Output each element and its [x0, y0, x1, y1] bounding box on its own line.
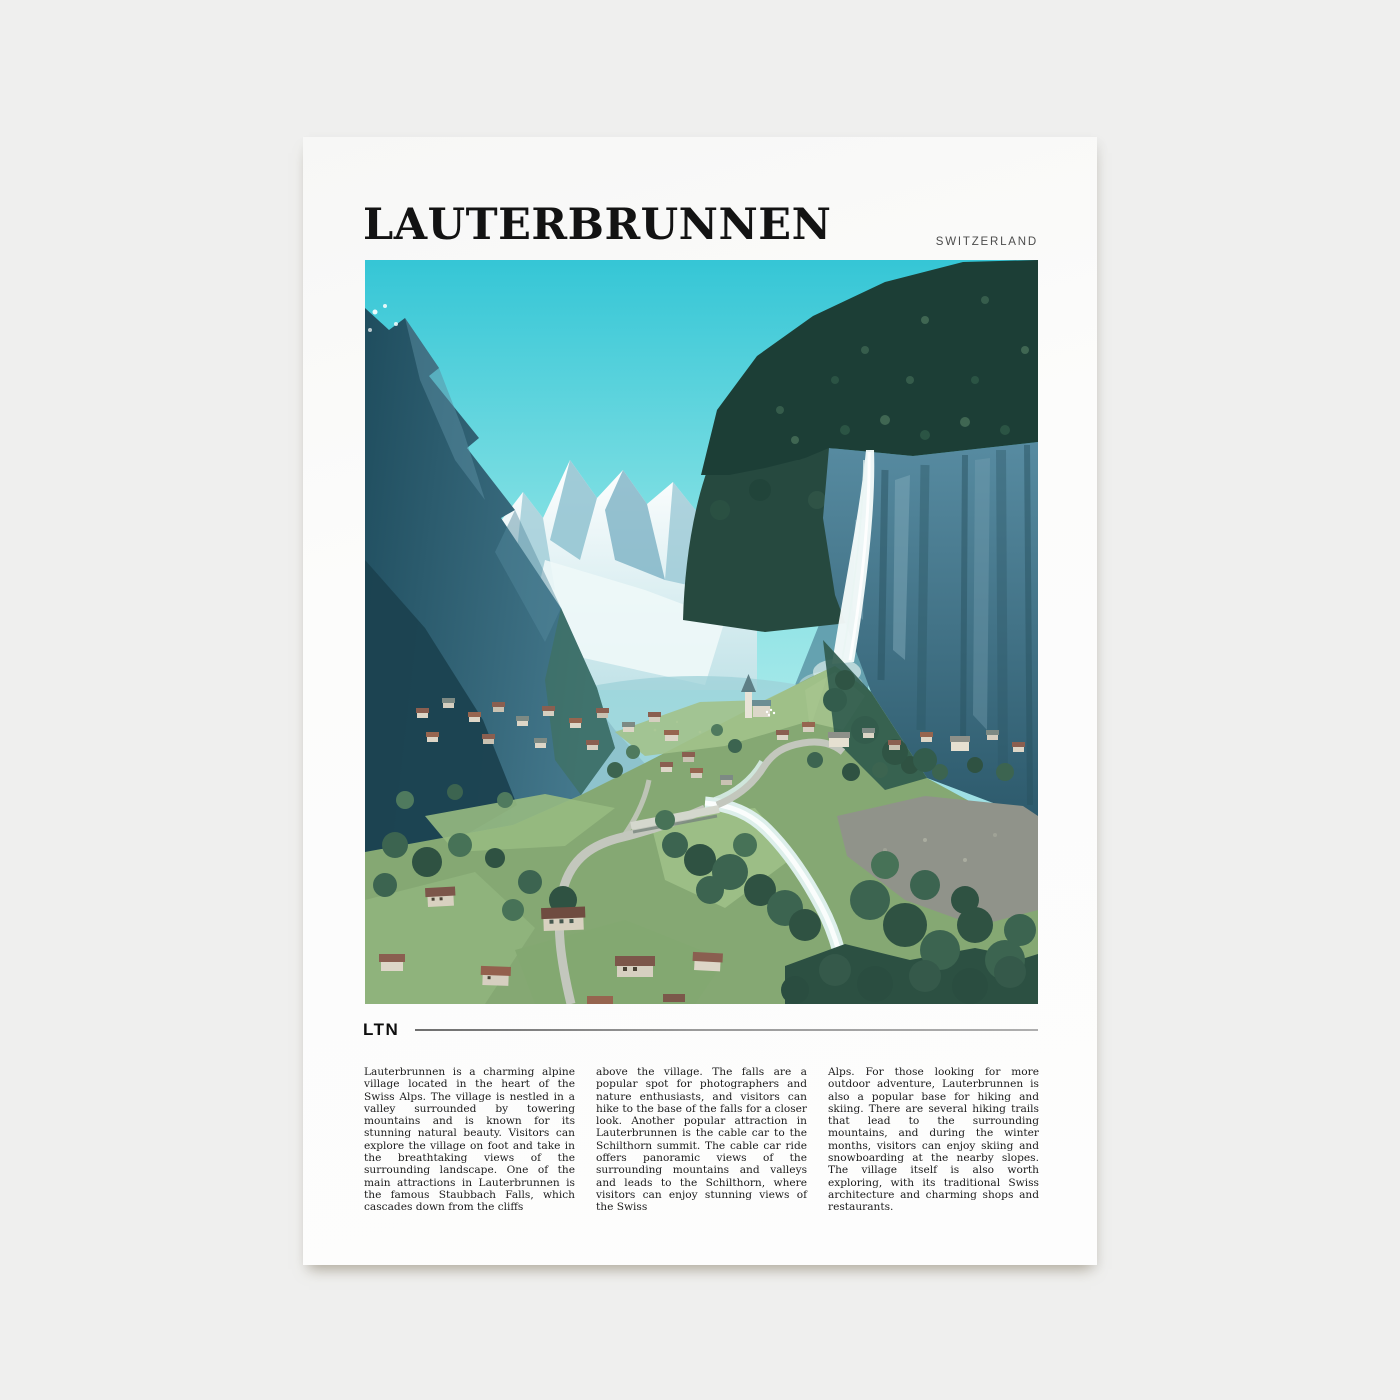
- code-row: [363, 1021, 1038, 1038]
- house: [720, 775, 733, 785]
- house: [542, 706, 555, 716]
- house: [682, 752, 695, 762]
- house: [425, 887, 456, 908]
- house: [587, 996, 613, 1004]
- house: [426, 732, 439, 742]
- house: [950, 736, 970, 751]
- house: [690, 768, 703, 778]
- house: [1012, 742, 1025, 752]
- poster-title: LAUTERBRUNNEN: [363, 200, 832, 250]
- house: [862, 728, 875, 738]
- house: [596, 708, 609, 718]
- house: [534, 738, 547, 748]
- house: [776, 730, 789, 740]
- house: [888, 740, 901, 750]
- house: [622, 722, 635, 732]
- house: [802, 722, 815, 732]
- valley-photo: [365, 260, 1038, 1004]
- house: [541, 907, 586, 932]
- house: [482, 734, 495, 744]
- house: [516, 716, 529, 726]
- house: [664, 730, 679, 741]
- house: [692, 952, 723, 972]
- house: [660, 762, 673, 772]
- lauterbrunnen-photo-illustration: [365, 260, 1038, 1004]
- house: [379, 954, 405, 971]
- house: [986, 730, 999, 740]
- house: [615, 956, 655, 977]
- house: [492, 702, 505, 712]
- house: [663, 994, 685, 1002]
- body-column-3: Alps. For those looking for more outdoor adventure, Lauterbrunnen is also a popular base for hiking and skiing. There are several hiking trails that lead to the surrounding mountains, and during the winter months, visitors can enjoy skiing and snowboarding at the nearby slopes. The village itself is also worth exploring, with its traditional Swiss architecture and charming shops and restaurants.: [828, 1066, 1039, 1214]
- divider-line: [415, 1029, 1038, 1031]
- house: [828, 732, 850, 747]
- house: [586, 740, 599, 750]
- house: [442, 698, 455, 708]
- house: [468, 712, 481, 722]
- house: [648, 712, 661, 722]
- house: [416, 708, 429, 718]
- house: [920, 732, 933, 742]
- body-text: [364, 1066, 1040, 1214]
- body-column-2: above the village. The falls are a popular spot for photographers and nature enthusiasts, and visitors can hike to the base of the falls for a closer look. Another popular attraction in Lauterbrunnen is the cable car to the Schilthorn summit. The cable car ride offers panoramic views of the surrounding mountains and valleys and leads to the Schilthorn, where visitors can enjoy stunning views of the Swiss: [596, 1066, 807, 1214]
- travel-poster: [303, 137, 1097, 1265]
- body-column-1: Lauterbrunnen is a charming alpine village located in the heart of the Swiss Alps. The village is nestled in a valley surrounded by towering mountains and is known for its stunning natural beauty. Visitors can explore the village on foot and take in the breathtaking views of the surrounding landscape. One of the main attractions in Lauterbrunnen is the famous Staubbach Falls, which cascades down from the cliffs: [364, 1066, 575, 1214]
- house: [569, 718, 582, 728]
- airport-code: LTN: [363, 1020, 400, 1039]
- poster-country: SWITZERLAND: [935, 236, 1038, 248]
- house: [480, 966, 511, 986]
